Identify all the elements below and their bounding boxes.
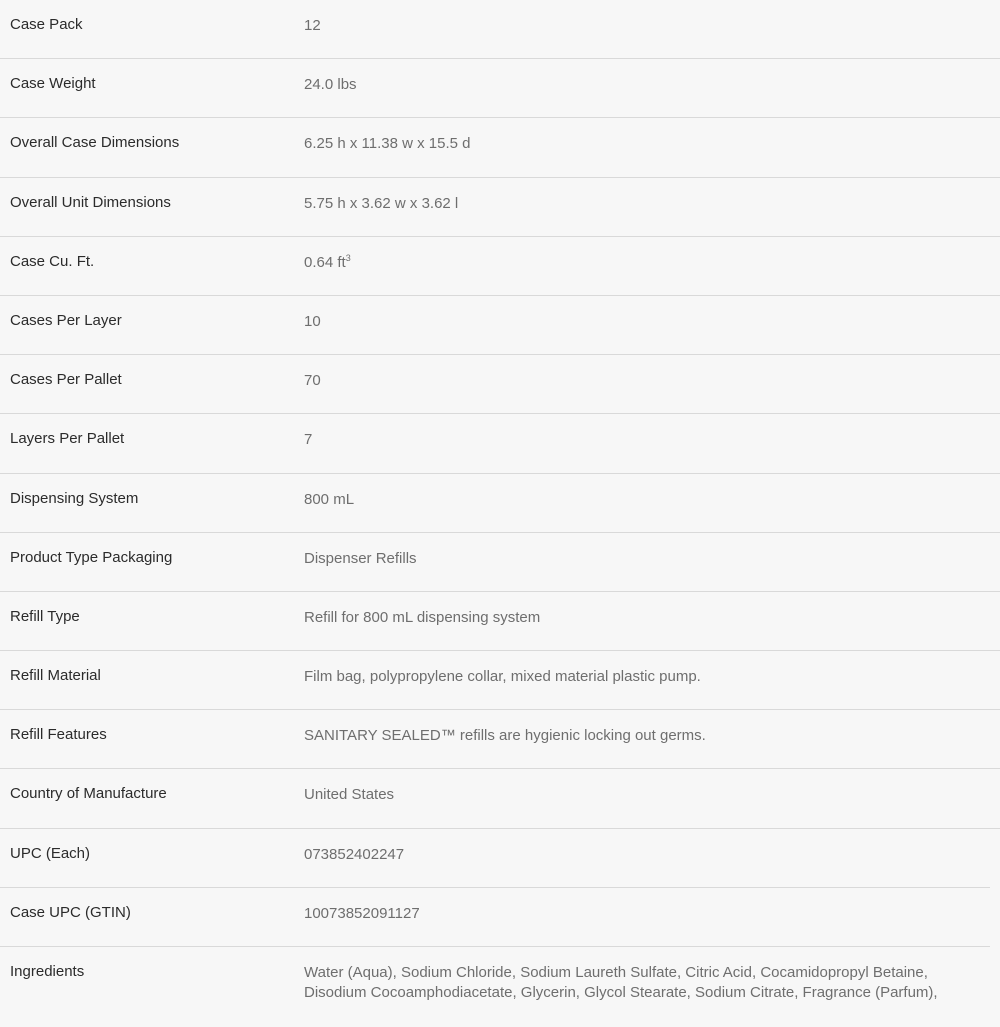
spec-label: UPC (Each): [10, 844, 91, 862]
spec-row-dispensing-system: [0, 474, 1000, 533]
spec-label: Ingredients: [10, 963, 85, 980]
spec-label: Cases Per Layer: [10, 311, 122, 329]
spec-label: Refill Material: [10, 667, 101, 685]
spec-row-product-type-packaging: [0, 533, 1000, 592]
spec-value: 800 mL: [304, 490, 355, 508]
spec-value: 5.75 h x 3.62 w x 3.62 l: [304, 194, 459, 212]
spec-row-ingredients: [0, 947, 1000, 1027]
spec-value: Film bag, polypropylene collar, mixed material plastic pump.: [304, 668, 701, 686]
spec-value: 7: [304, 431, 313, 449]
spec-label: Case Pack: [10, 16, 83, 33]
spec-row-refill-type: [0, 592, 1000, 651]
spec-value: 0.64 ft: [304, 253, 346, 271]
spec-row-case-weight: [0, 59, 1000, 118]
spec-value: SANITARY SEALED™ refills are hygienic locking out germs.: [304, 727, 706, 745]
spec-value: United States: [304, 786, 395, 804]
spec-row-overall-case-dimensions: [0, 118, 1000, 177]
spec-label: Overall Unit Dimensions: [10, 193, 171, 211]
spec-value-wrap: [304, 253, 990, 273]
superscript-exponent: 3: [345, 252, 351, 263]
spec-row-layers-per-pallet: [0, 414, 1000, 473]
spec-label: Country of Manufacture: [10, 785, 167, 803]
spec-value: 24.0 lbs: [304, 76, 357, 94]
spec-label: Refill Features: [10, 726, 107, 744]
spec-value: 073852402247: [304, 845, 405, 863]
spec-label: Case Cu. Ft.: [10, 252, 95, 270]
spec-label: Overall Case Dimensions: [10, 134, 180, 152]
spec-row-refill-material: [0, 651, 1000, 710]
spec-value: Dispenser Refills: [304, 549, 417, 567]
spec-value: Refill for 800 mL dispensing system: [304, 608, 541, 626]
spec-label: Case UPC (GTIN): [10, 903, 131, 921]
spec-label: Layers Per Pallet: [10, 430, 125, 448]
spec-label: Refill Type: [10, 607, 80, 625]
spec-value: 10073852091127: [304, 904, 420, 922]
spec-value: 10: [304, 312, 321, 330]
spec-row-upc-each: [0, 829, 1000, 888]
spec-label: Case Weight: [10, 75, 96, 93]
spec-value: 6.25 h x 11.38 w x 15.5 d: [304, 135, 471, 153]
spec-value: 70: [304, 372, 321, 390]
spec-row-case-upc-gtin: [0, 888, 1000, 947]
spec-row-cases-per-pallet: [0, 355, 1000, 414]
spec-value: 12: [304, 17, 321, 34]
spec-row-case-cu-ft: [0, 237, 1000, 296]
spec-row-cases-per-layer: [0, 296, 1000, 355]
spec-row-overall-unit-dimensions: [0, 178, 1000, 237]
spec-value: Water (Aqua), Sodium Chloride, Sodium Laureth Sulfate, Citric Acid, Cocamidopropyl Betaine, Disodium Cocoamphodiacetate, Glycerin, Glycol Stearate, Sodium Citrate, Fragrance (Parfum),: [304, 964, 938, 1001]
spec-label: Product Type Packaging: [10, 548, 173, 566]
spec-row-refill-features: [0, 710, 1000, 769]
spec-label: Dispensing System: [10, 489, 139, 507]
spec-label: Cases Per Pallet: [10, 371, 122, 389]
spec-row-country-of-manufacture: [0, 769, 1000, 828]
spec-row-case-pack: [0, 0, 1000, 59]
